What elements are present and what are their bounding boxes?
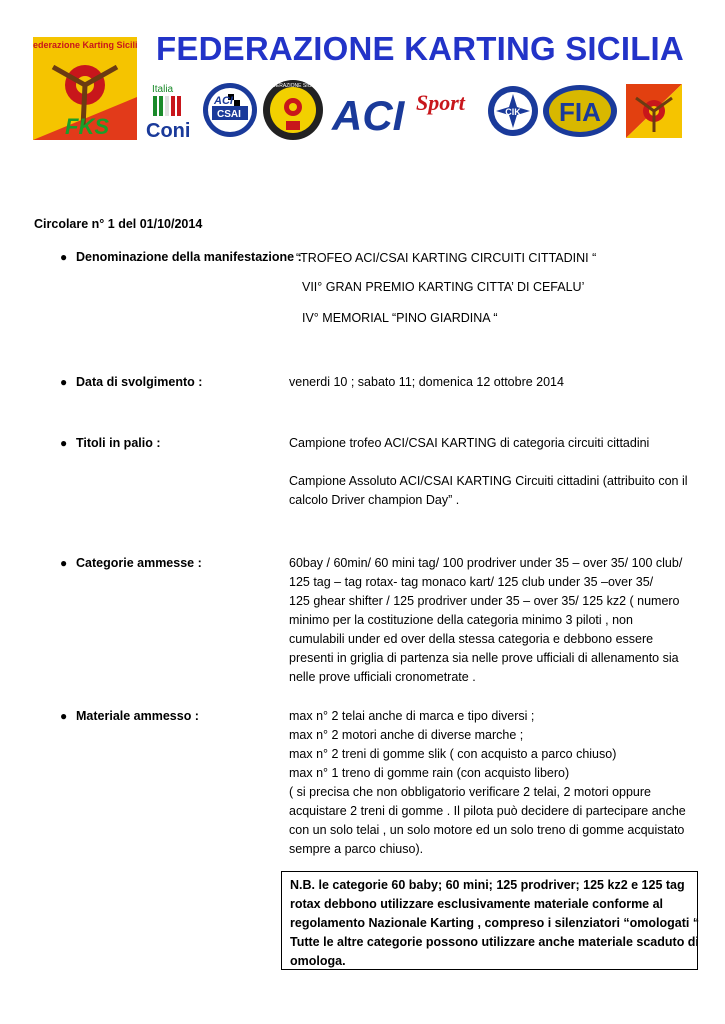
bullet-icon: ● <box>60 250 68 264</box>
page-title: FEDERAZIONE KARTING SICILIA <box>156 30 684 67</box>
bullet-icon: ● <box>60 709 68 723</box>
fks-logo-text: Federazione Karting Sicilia <box>33 40 137 50</box>
cik-logo <box>487 85 539 137</box>
bullet-icon: ● <box>60 556 68 570</box>
titoli-line: Campione trofeo ACI/CSAI KARTING di categoria circuiti cittadini <box>289 436 650 450</box>
denominazione-line: VII° GRAN PREMIO KARTING CITTA’ DI CEFALU’ <box>302 280 585 294</box>
nb-line: N.B. le categorie 60 baby; 60 mini; 125 prodriver; 125 kz2 e 125 tag <box>290 878 685 892</box>
sicily-flag-logo <box>626 84 682 138</box>
csai-aci-text: ACI <box>214 95 233 107</box>
materiale-line: acquistare 2 treni di gomme . Il pilota può decidere di partecipare anche <box>289 804 686 818</box>
fia-text: FIA <box>559 97 601 127</box>
data-label: Data di svolgimento : <box>76 375 203 389</box>
materiale-line: max n° 2 telai anche di marca e tipo diversi ; <box>289 709 535 723</box>
fks-logo-letters: FKS <box>65 114 109 139</box>
coni-italia-text: Italia <box>152 84 174 95</box>
coni-logo <box>144 82 204 140</box>
materiale-line: con un solo telai , un solo motore ed un solo treno di gomme acquistato <box>289 823 685 837</box>
circolare-heading: Circolare n° 1 del 01/10/2014 <box>34 217 203 231</box>
aci-sport-sport-text: Sport <box>416 90 465 115</box>
categorie-line: cumulabili under ed over della stessa categoria e debbono essere <box>289 632 654 646</box>
nb-line: omologa. <box>290 954 346 968</box>
nb-line: rotax debbono utilizzare esclusivamente materiale conforme al <box>290 897 664 911</box>
coni-text: Coni <box>146 120 191 140</box>
denominazione-line: “TROFEO ACI/CSAI KARTING CIRCUITI CITTADINI “ <box>296 251 597 265</box>
csai-text: CSAI <box>217 109 241 120</box>
titoli-line: calcolo Driver champion Day” . <box>289 493 460 507</box>
categorie-line: 125 ghear shifter / 125 prodriver under 35 – over 35/ 125 kz2 ( numero <box>289 594 680 608</box>
titoli-label: Titoli in palio : <box>76 436 161 450</box>
bullet-icon: ● <box>60 436 68 450</box>
materiale-line: max n° 1 treno di gomme rain (con acquisto libero) <box>289 766 570 780</box>
materiale-line: max n° 2 treni di gomme slik ( con acquisto a parco chiuso) <box>289 747 617 761</box>
data-value: venerdi 10 ; sabato 11; domenica 12 ottobre 2014 <box>289 375 564 389</box>
csai-logo <box>202 82 258 138</box>
fks-logo <box>33 37 137 140</box>
materiale-line: ( si precisa che non obbligatorio verificare 2 telai, 2 motori oppure <box>289 785 651 799</box>
denominazione-label: Denominazione della manifestazione : <box>76 250 302 264</box>
categorie-line: 125 tag – tag rotax- tag monaco kart/ 125 club under 35 –over 35/ <box>289 575 654 589</box>
nb-note-box <box>281 871 698 970</box>
materiale-line: max n° 2 motori anche di diverse marche ; <box>289 728 524 742</box>
materiale-label: Materiale ammesso : <box>76 709 199 723</box>
denominazione-line: IV° MEMORIAL “PINO GIARDINA “ <box>302 311 498 325</box>
categorie-line: presenti in griglia di partenza sia nelle prove ufficiali di allenamento sia <box>289 651 679 665</box>
aci-sport-logo <box>330 86 480 138</box>
sicilia-seal-text: FEDERAZIONE SICILIA <box>265 83 321 89</box>
materiale-line: sempre a parco chiuso). <box>289 842 424 856</box>
sicilia-seal-logo <box>262 79 324 141</box>
categorie-line: minimo per la costituzione della categoria minimo 3 piloti , non <box>289 613 633 627</box>
aci-sport-aci-text: ACI <box>332 92 405 138</box>
nb-line: regolamento Nazionale Karting , compreso i silenziatori “omologati “ <box>290 916 700 930</box>
categorie-line: nelle prove ufficiali cronometrate . <box>289 670 476 684</box>
cik-text: CIK <box>505 107 521 117</box>
categorie-line: 60bay / 60min/ 60 mini tag/ 100 prodriver under 35 – over 35/ 100 club/ <box>289 556 683 570</box>
titoli-line: Campione Assoluto ACI/CSAI KARTING Circuiti cittadini (attribuito con il <box>289 474 688 488</box>
nb-line: Tutte le altre categorie possono utilizzare anche materiale scaduto di <box>290 935 699 949</box>
fia-logo <box>542 84 618 138</box>
categorie-label: Categorie ammesse : <box>76 556 202 570</box>
bullet-icon: ● <box>60 375 68 389</box>
